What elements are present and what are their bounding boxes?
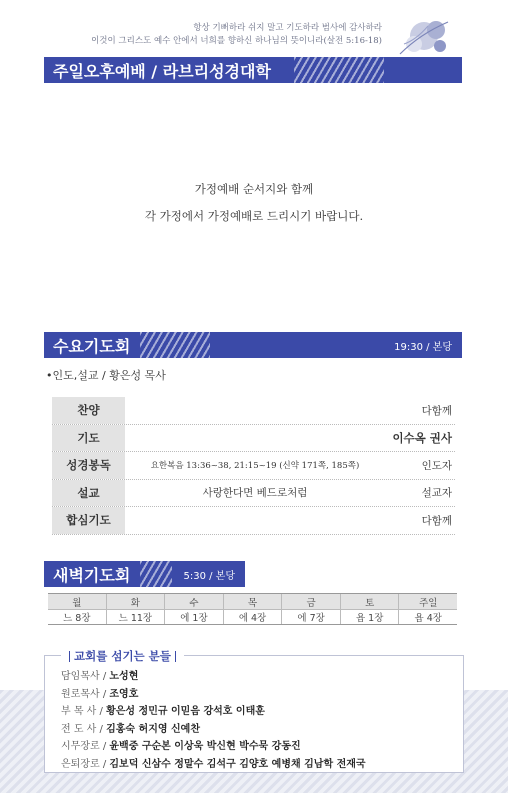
leader-role: 담임목사 / (61, 671, 110, 682)
leader-row (61, 668, 366, 686)
day-cell: 화 (107, 594, 166, 609)
order-person: 설교자 (421, 487, 452, 500)
leader-names: 노성현 (109, 671, 139, 682)
leader-row (61, 756, 366, 774)
church-leaders-title-wrap (61, 648, 184, 664)
leader-role: 전 도 사 / (61, 723, 107, 735)
order-label: 설교 (52, 480, 125, 507)
notice-line-1: 가정예배 순서지와 함께 (194, 182, 314, 196)
wednesday-prayer-title: 수요기도회 (53, 336, 131, 356)
leader-row (61, 703, 366, 721)
reading-cell: 느 8장 (48, 610, 107, 624)
day-cell: 월 (48, 594, 107, 609)
dawn-days-row (48, 594, 457, 609)
order-label: 기도 (52, 425, 125, 452)
day-cell: 금 (282, 594, 341, 609)
dawn-schedule-table (48, 593, 457, 625)
dawn-readings-row (48, 609, 457, 624)
leader-names: 김보덕 신삼수 정말수 김석구 김양호 예병채 김남학 전재국 (109, 758, 366, 770)
order-person: 다함께 (421, 404, 452, 417)
reading-cell: 에 7장 (282, 610, 341, 624)
dawn-time-place: 5:30 / 본당 (183, 570, 235, 582)
order-person: 다함께 (421, 514, 452, 527)
afternoon-service-title: 주일오후예배 / 라브리성경대학 (53, 61, 271, 81)
day-cell: 토 (341, 594, 400, 609)
wednesday-prayer-header (44, 332, 462, 358)
notice-line-2: 각 가정에서 가정예배로 드리시기 바랍니다. (144, 209, 364, 223)
leader-names: 황은성 정민규 이믿음 강석호 이태훈 (106, 706, 265, 717)
order-person: 이수옥 권사 (392, 430, 452, 445)
order-row-praise (52, 397, 455, 425)
reading-cell: 느 11장 (107, 610, 166, 624)
verse-line-2: 이것이 그리스도 예수 안에서 너희를 향하신 하나님의 뜻이니라(살전 5:16-18) (91, 36, 382, 46)
leader-role: 시무장로 / (61, 741, 110, 752)
leader-role: 부 목 사 / (61, 706, 107, 717)
scripture-verse (91, 22, 382, 48)
title-bracket-left (69, 651, 70, 662)
title-bracket-right (175, 651, 176, 662)
dawn-prayer-title: 새벽기도회 (53, 565, 131, 585)
order-detail: 요한복음 13:36~38, 21:15~19 (신약 171쪽, 185쪽) (150, 461, 360, 472)
header-stripes (140, 561, 172, 587)
reading-cell: 욥 1장 (341, 610, 400, 624)
day-cell: 목 (224, 594, 283, 609)
order-label: 합심기도 (52, 507, 125, 534)
leader-names: 조영호 (109, 688, 139, 700)
church-leaders-box (44, 649, 464, 773)
header-stripes (294, 57, 384, 83)
leaders-list (61, 668, 366, 773)
day-cell: 주일 (419, 597, 438, 609)
leader-row (61, 721, 366, 739)
order-row-joint-prayer (52, 507, 455, 535)
order-detail: 사랑한다면 베드로처럼 (202, 487, 308, 500)
verse-line-1: 항상 기뻐하라 쉬지 말고 기도하라 범사에 감사하라 (193, 23, 382, 33)
leader-names: 윤백중 구순본 이상욱 박신현 박수묵 강동진 (109, 741, 301, 752)
wednesday-order-table (52, 397, 455, 535)
afternoon-service-header (44, 57, 462, 83)
order-label: 성경봉독 (52, 452, 125, 479)
order-person: 인도자 (421, 459, 452, 472)
church-leaders-title: 교회를 섬기는 분들 (74, 649, 171, 663)
header-stripes (140, 332, 210, 358)
leader-role: 원로목사 / (61, 688, 110, 700)
wednesday-time-place: 19:30 / 본당 (394, 341, 452, 353)
leader-row (61, 738, 366, 756)
reading-cell: 에 1장 (165, 610, 224, 624)
wednesday-leader: •인도,설교 / 황은성 목사 (46, 369, 166, 382)
reading-cell: 에 4장 (224, 610, 283, 624)
dawn-prayer-header (44, 561, 245, 587)
order-row-scripture (52, 452, 455, 480)
leader-row (61, 686, 366, 704)
day-cell: 수 (165, 594, 224, 609)
reading-cell: 욥 4장 (414, 613, 442, 624)
order-row-prayer (52, 425, 455, 453)
order-row-sermon (52, 480, 455, 508)
leader-role: 은퇴장로 / (61, 758, 110, 770)
order-label: 찬양 (52, 397, 125, 424)
leader-names: 김홍숙 허지영 신예찬 (106, 723, 200, 735)
decorative-flower-illustration (390, 14, 454, 60)
